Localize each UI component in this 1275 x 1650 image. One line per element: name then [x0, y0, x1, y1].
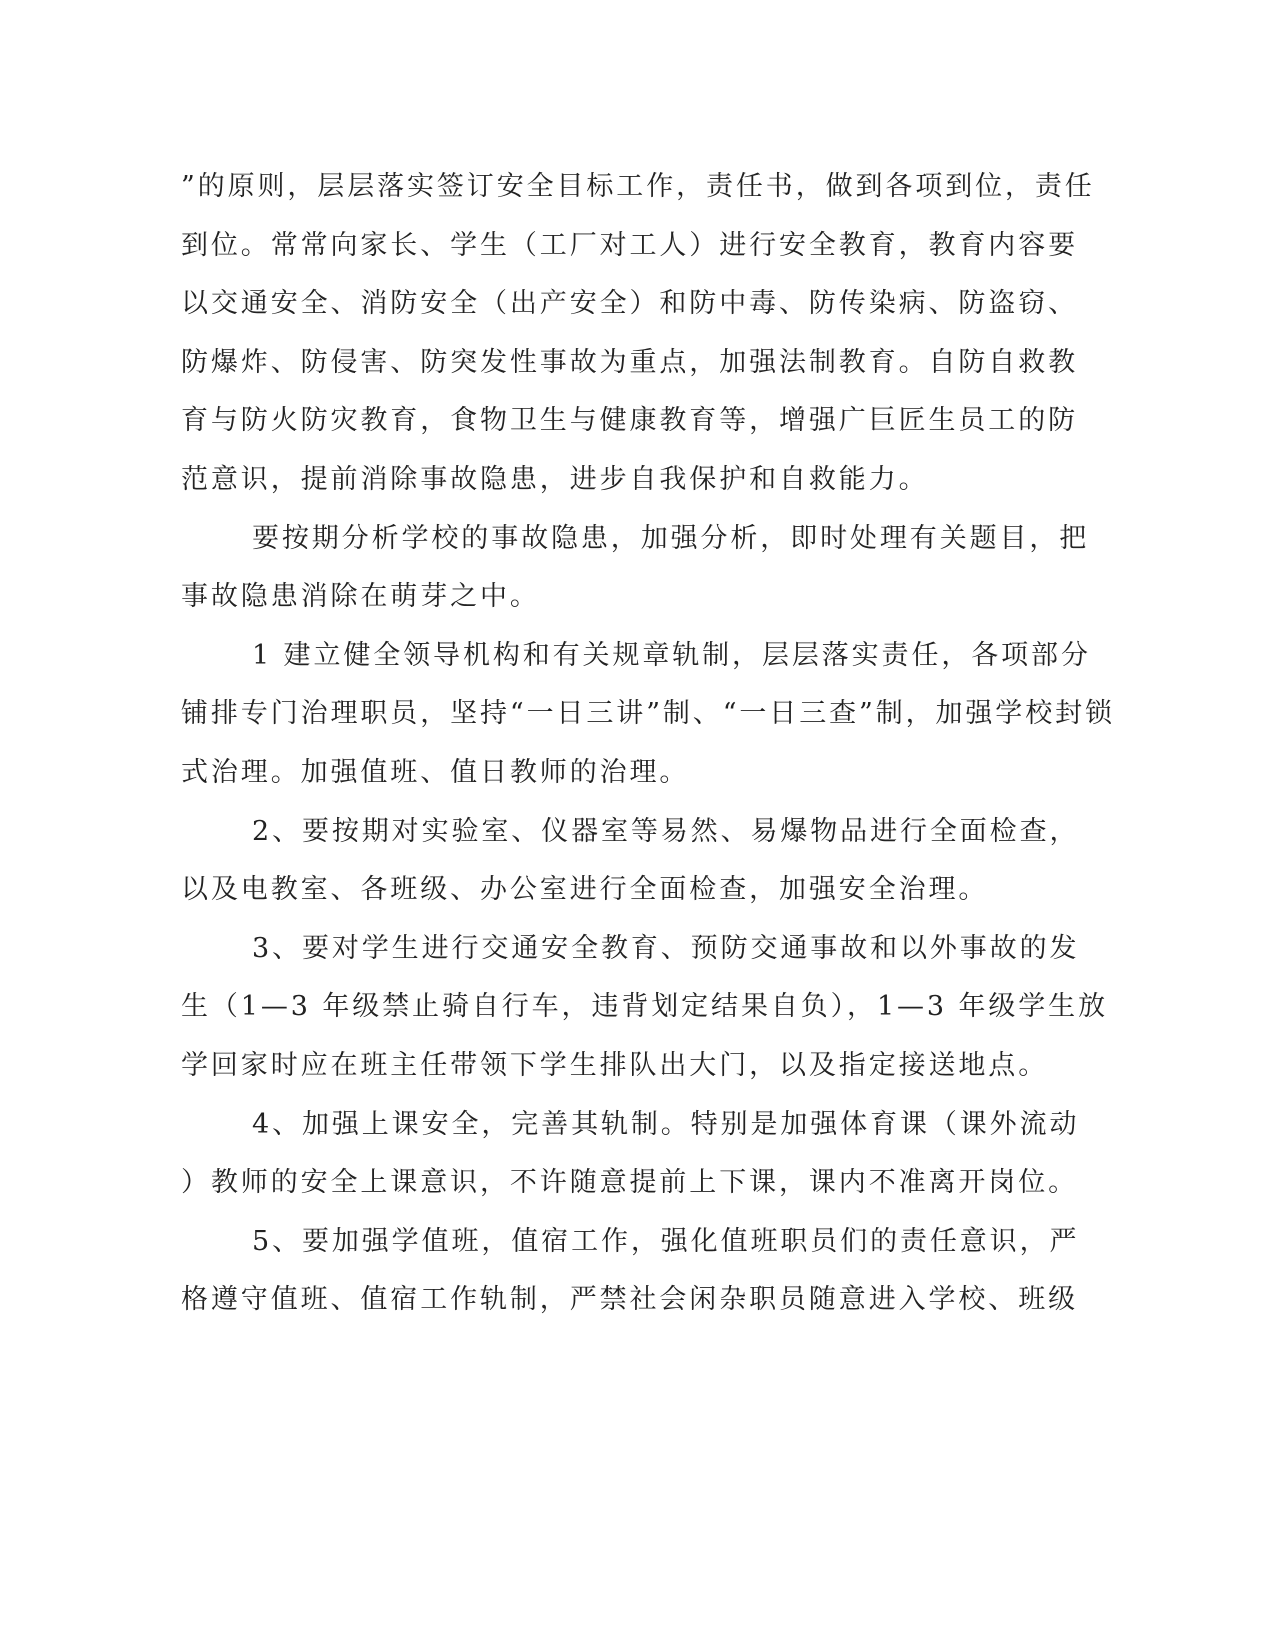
body-text — [181, 158, 1115, 1330]
text-line: 到位。常常向家长、学生（工厂对工人）进行安全教育，教育内容要 — [181, 229, 1078, 261]
text-line: ”的原则，层层落实签订安全目标工作，责任书，做到各项到位，责任 — [181, 171, 1095, 202]
paragraph-1 — [181, 158, 1095, 510]
paragraph-5 — [181, 920, 1108, 1096]
text-line: 5、要加强学值班，值宿工作，强化值班职员们的责任意识，严 — [252, 1225, 1080, 1257]
text-line: 格遵守值班、值宿工作轨制，严禁社会闲杂职员随意进入学校、班级 — [181, 1284, 1078, 1316]
paragraph-7 — [181, 1213, 1080, 1330]
text-line: 式治理。加强值班、值日教师的治理。 — [181, 756, 690, 788]
text-line: 2、要按期对实验室、仪器室等易然、易爆物品进行全面检查， — [252, 815, 1080, 847]
text-line: 范意识，提前消除事故隐患，进步自我保护和自救能力。 — [181, 463, 929, 495]
text-line: 要按期分析学校的事故隐患，加强分析，即时处理有关题目，把 — [252, 522, 1090, 554]
text-line: 生（1—3 年级禁止骑自行车，违背划定结果自负），1—3 年级学生放 — [181, 991, 1108, 1023]
text-line: 1 建立健全领导机构和有关规章轨制，层层落实责任，各项部分 — [252, 639, 1091, 671]
paragraph-4 — [181, 803, 1080, 920]
text-line: 防爆炸、防侵害、防突发性事故为重点，加强法制教育。自防自救教 — [181, 346, 1078, 378]
text-line: ）教师的安全上课意识，不许随意提前上下课，课内不准离开岗位。 — [181, 1167, 1078, 1199]
paragraph-3 — [181, 627, 1115, 803]
paragraph-6 — [181, 1096, 1080, 1213]
text-line: 事故隐患消除在萌芽之中。 — [181, 581, 540, 613]
paragraph-2 — [181, 510, 1090, 627]
text-line: 学回家时应在班主任带领下学生排队出大门，以及指定接送地点。 — [181, 1049, 1049, 1081]
text-line: 铺排专门治理职员，坚持“一日三讲”制、“一日三查”制，加强学校封锁 — [181, 698, 1115, 730]
text-line: 以及电教室、各班级、办公室进行全面检查，加强安全治理。 — [181, 874, 989, 906]
text-line: 4、加强上课安全，完善其轨制。特别是加强体育课（课外流动 — [252, 1108, 1080, 1140]
text-line: 育与防火防灾教育，食物卫生与健康教育等，增强广巨匠生员工的防 — [181, 405, 1078, 437]
text-line: 3、要对学生进行交通安全教育、预防交通事故和以外事故的发 — [252, 932, 1080, 964]
text-line: 以交通安全、消防安全（出产安全）和防中毒、防传染病、防盗窃、 — [181, 288, 1078, 320]
